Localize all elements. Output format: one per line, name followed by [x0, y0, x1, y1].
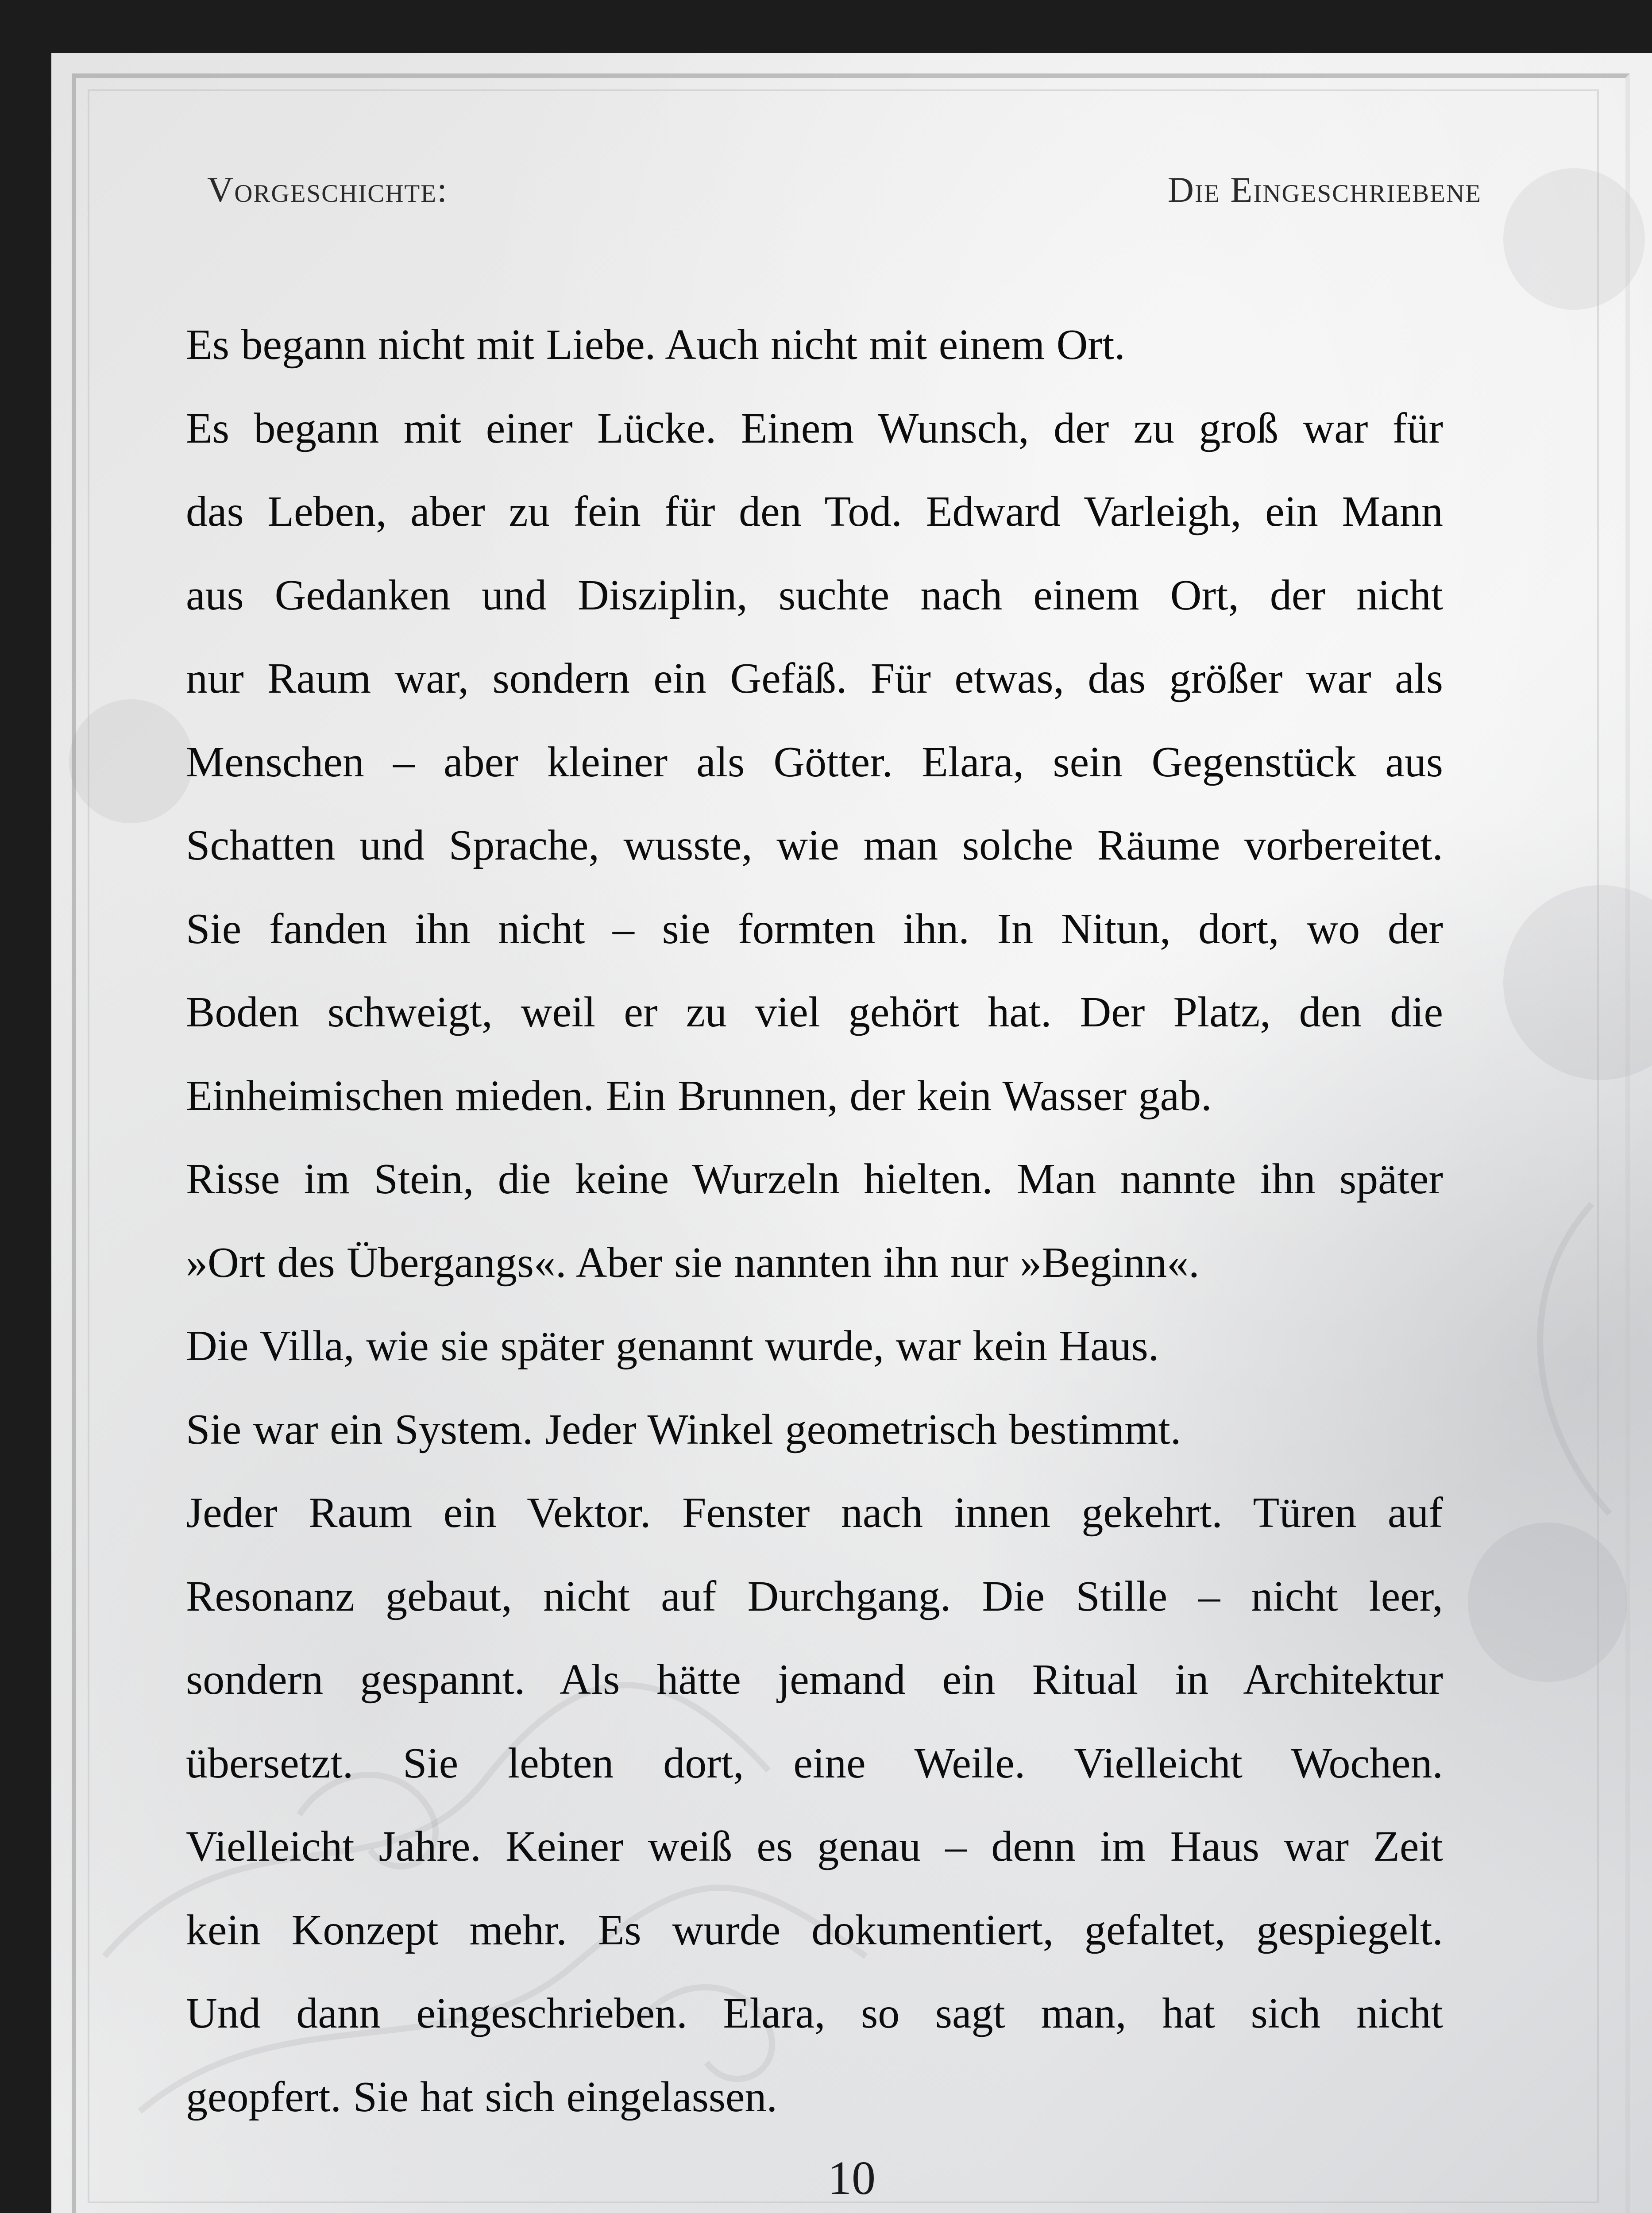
book-page — [51, 53, 1652, 2213]
text-line: Boden schweigt, weil er zu viel gehört hat. Der Platz, den die — [186, 988, 1443, 1036]
body-text — [186, 303, 1443, 2139]
text-line: Menschen – aber kleiner als Götter. Elara, sein Gegenstück aus — [186, 738, 1443, 786]
text-line: sondern gespannt. Als hätte jemand ein Ritual in Architektur — [186, 1656, 1443, 1704]
text-line: Die Villa, wie sie später genannt wurde, war kein Haus. — [186, 1322, 1159, 1370]
text-line: das Leben, aber zu fein für den Tod. Edward Varleigh, ein Mann — [186, 488, 1443, 536]
text-line: aus Gedanken und Disziplin, suchte nach einem Ort, der nicht — [186, 571, 1443, 619]
header-chapter-title: Die Eingeschriebene — [1167, 170, 1482, 210]
text-line: Jeder Raum ein Vektor. Fenster nach innen gekehrt. Türen auf — [186, 1489, 1443, 1537]
text-line: Schatten und Sprache, wusste, wie man solche Räume vorbereitet. — [186, 821, 1443, 869]
text-line: Es begann nicht mit Liebe. Auch nicht mit einem Ort. — [186, 321, 1125, 369]
text-line: übersetzt. Sie lebten dort, eine Weile. Vielleicht Wochen. — [186, 1739, 1443, 1787]
text-line: Risse im Stein, die keine Wurzeln hielten. Man nannte ihn später — [186, 1155, 1443, 1203]
text-line: »Ort des Übergangs«. Aber sie nannten ihn nur »Beginn«. — [186, 1238, 1200, 1287]
text-line: Vielleicht Jahre. Keiner weiß es genau – denn im Haus war Zeit — [186, 1823, 1443, 1870]
text-line: Sie war ein System. Jeder Winkel geometrisch bestimmt. — [186, 1405, 1181, 1453]
text-line: geopfert. Sie hat sich eingelassen. — [186, 2073, 778, 2121]
header-chapter-label: Vorgeschichte: — [207, 170, 448, 210]
text-line: nur Raum war, sondern ein Gefäß. Für etwas, das größer war als — [186, 655, 1443, 702]
text-line: Einheimischen mieden. Ein Brunnen, der kein Wasser gab. — [186, 1072, 1212, 1120]
running-header — [51, 169, 1652, 218]
text-line: Resonanz gebaut, nicht auf Durchgang. Die Stille – nicht leer, — [186, 1572, 1443, 1620]
text-line: Und dann eingeschrieben. Elara, so sagt man, hat sich nicht — [186, 1989, 1443, 2037]
page-number: 10 — [828, 2152, 876, 2205]
text-line: Es begann mit einer Lücke. Einem Wunsch, der zu groß war für — [186, 404, 1443, 452]
text-line: kein Konzept mehr. Es wurde dokumentiert, gefaltet, gespiegelt. — [186, 1906, 1443, 1954]
text-line: Sie fanden ihn nicht – sie formten ihn. In Nitun, dort, wo der — [186, 905, 1443, 953]
